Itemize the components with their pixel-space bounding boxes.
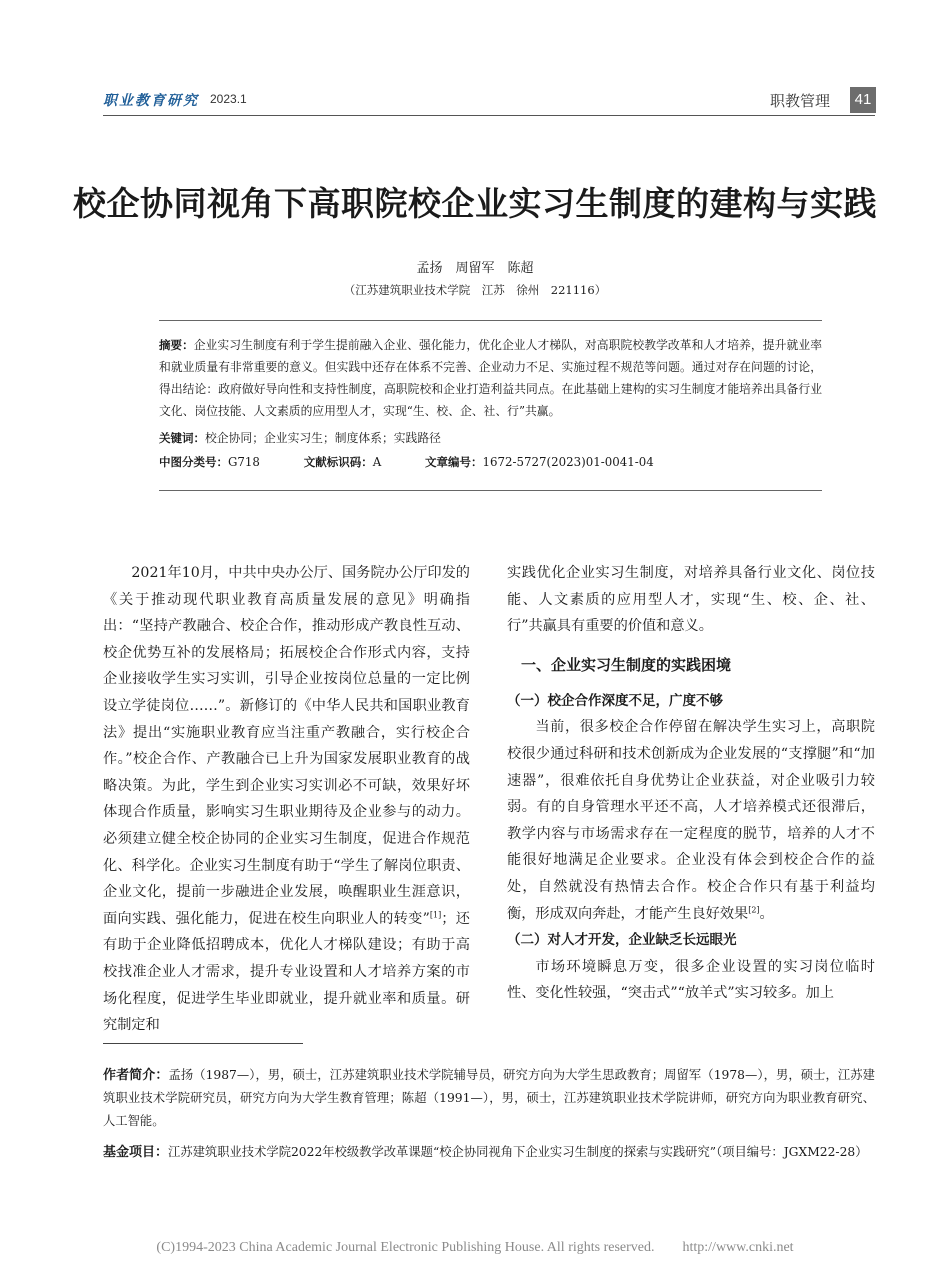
citation: [2] (748, 904, 760, 914)
author-bio (103, 1064, 875, 1133)
journal-name: 职业教育研究 (103, 93, 199, 109)
article-title: 校企协同视角下高职院校企业实习生制度的建构与实践 (73, 184, 877, 223)
fund-label: 基金项目： (103, 1145, 169, 1160)
keywords-label: 关键词： (159, 431, 205, 445)
right-column (507, 560, 875, 1007)
page-number: 41 (850, 87, 876, 113)
section-heading: 一、企业实习生制度的实践困境 (521, 655, 732, 674)
funding (103, 1141, 875, 1164)
clc-label: 中图分类号： (159, 455, 228, 469)
keywords-text: 校企协同；企业实习生；制度体系；实践路径 (205, 431, 441, 445)
doc-code-value: A (372, 455, 382, 469)
classification-line (159, 451, 822, 473)
paragraph: 实践优化企业实习生制度，对培养具备行业文化、岗位技能、人文素质的应用型人才，实现“生、校、企、社、行”共赢具有重要的价值和意义。 (507, 565, 875, 635)
authors: 孟扬 周留军 陈超 (416, 261, 534, 276)
paragraph (507, 714, 875, 927)
fund-text: 江苏建筑职业技术学院2022年校级教学改革课题“校企协同视角下企业实习生制度的探索与实践研究”（项目编号：JGXM22-28） (168, 1145, 868, 1159)
abstract-top-rule (159, 320, 822, 321)
paragraph (103, 560, 470, 1039)
doc-code-label: 文献标识码： (303, 455, 373, 469)
keywords (159, 427, 822, 449)
abstract (159, 334, 822, 422)
article-no-value: 1672-5727(2023)01-0041-04 (482, 455, 654, 469)
citation: [1] (429, 909, 442, 919)
subsection-heading: （二）对人才开发，企业缺乏长远眼光 (507, 932, 737, 949)
article-no-label: 文章编号： (424, 455, 483, 469)
footnote-rule (103, 1043, 303, 1044)
paragraph: 市场环境瞬息万变，很多企业设置的实习岗位临时性、变化性较强，“突击式”“放羊式”实习较多。加上 (507, 958, 875, 1002)
issue-number: 2023.1 (210, 92, 247, 106)
abstract-bottom-rule (159, 490, 822, 491)
paragraph-text: 2021年10月，中共中央办公厅、国务院办公厅印发的《关于推动现代职业教育高质量发展的意见》明确指出：“坚持产教融合、校企合作，推动形成产教良性互动、校企优势互补的发展格局；拓展校企合作形式内容，支持企业接收学生实习实训，引导企业按岗位总量的一定比例设立学徒岗位……”。新修订的《中华人民共和国职业教育法》提出“实施职业教育应当注重产教融合，实行校企合作。”校企合作、产教融合已上升为国家发展职业教育的战略决策。为此，学生到企业实习实训必不可缺，效果好坏体现合作质量，影响实习生职业期待及企业参与的动力。必须建立健全校企协同的企业实习生制度，促进合作规范化、科学化。企业实习生制度有助于“学生了解岗位职责、企业文化，提前一步融进企业发展，唤醒职业生涯意识，面向实践、强化能力，促进在校生向职业人的转变” (103, 565, 470, 927)
subsection-heading: （一）校企合作深度不足，广度不够 (507, 692, 723, 709)
copyright-notice: (C)1994-2023 China Academic Journal Electronic Publishing House. All rights reserved. http://www.cnki.net (156, 1240, 794, 1255)
paragraph-text: 。 (759, 905, 774, 922)
abstract-label: 摘要： (159, 338, 194, 352)
paragraph-text: 当前，很多校企合作停留在解决学生实习上，高职院校很少通过科研和技术创新成为企业发展的“支撑腿”和“加速器”，很难依托自身优势让企业获益，对企业吸引力较弱。有的自身管理水平还不高，人才培养模式还很滞后，教学内容与市场需求存在一定程度的脱节，培养的人才不能很好地满足企业要求。企业没有体会到校企合作的益处，自然就没有热情去合作。校企合作只有基于利益均衡，形成双向奔赴，才能产生良好效果 (507, 719, 875, 922)
abstract-text: 企业实习生制度有利于学生提前融入企业、强化能力，优化企业人才梯队，对高职院校教学改革和人才培养，提升就业率和就业质量有非常重要的意义。但实践中还存在体系不完善、企业动力不足、实施过程不规范等问题。通过对存在问题的讨论，得出结论：政府做好导向性和支持性制度，高职院校和企业打造利益共同点。在此基础上建构的实习生制度才能培养出具备行业文化、岗位技能、人文素质的应用型人才，实现“生、校、企、社、行”共赢。 (159, 338, 822, 418)
header-rule (103, 115, 875, 116)
section-name: 职教管理 (770, 92, 831, 110)
paragraph-text: ；还有助于企业降低招聘成本，优化人才梯队建设；有助于高校找准企业人才需求，提升专业设置和人才培养方案的市场化程度，促进学生毕业即就业，提升就业率和质量。研究制定和 (103, 910, 470, 1034)
affiliation: （江苏建筑职业技术学院 江苏 徐州 221116） (343, 283, 607, 297)
clc-value: G718 (228, 455, 260, 469)
bio-text: 孟扬（1987—），男，硕士，江苏建筑职业技术学院辅导员，研究方向为大学生思政教育；周留军（1978—），男，硕士，江苏建筑职业技术学院研究员，研究方向为大学生教育管理；陈超（1991—），男，硕士，江苏建筑职业技术学院讲师，研究方向为职业教育研究、人工智能。 (103, 1068, 875, 1128)
left-column (103, 560, 470, 1039)
bio-label: 作者简介： (103, 1068, 169, 1083)
